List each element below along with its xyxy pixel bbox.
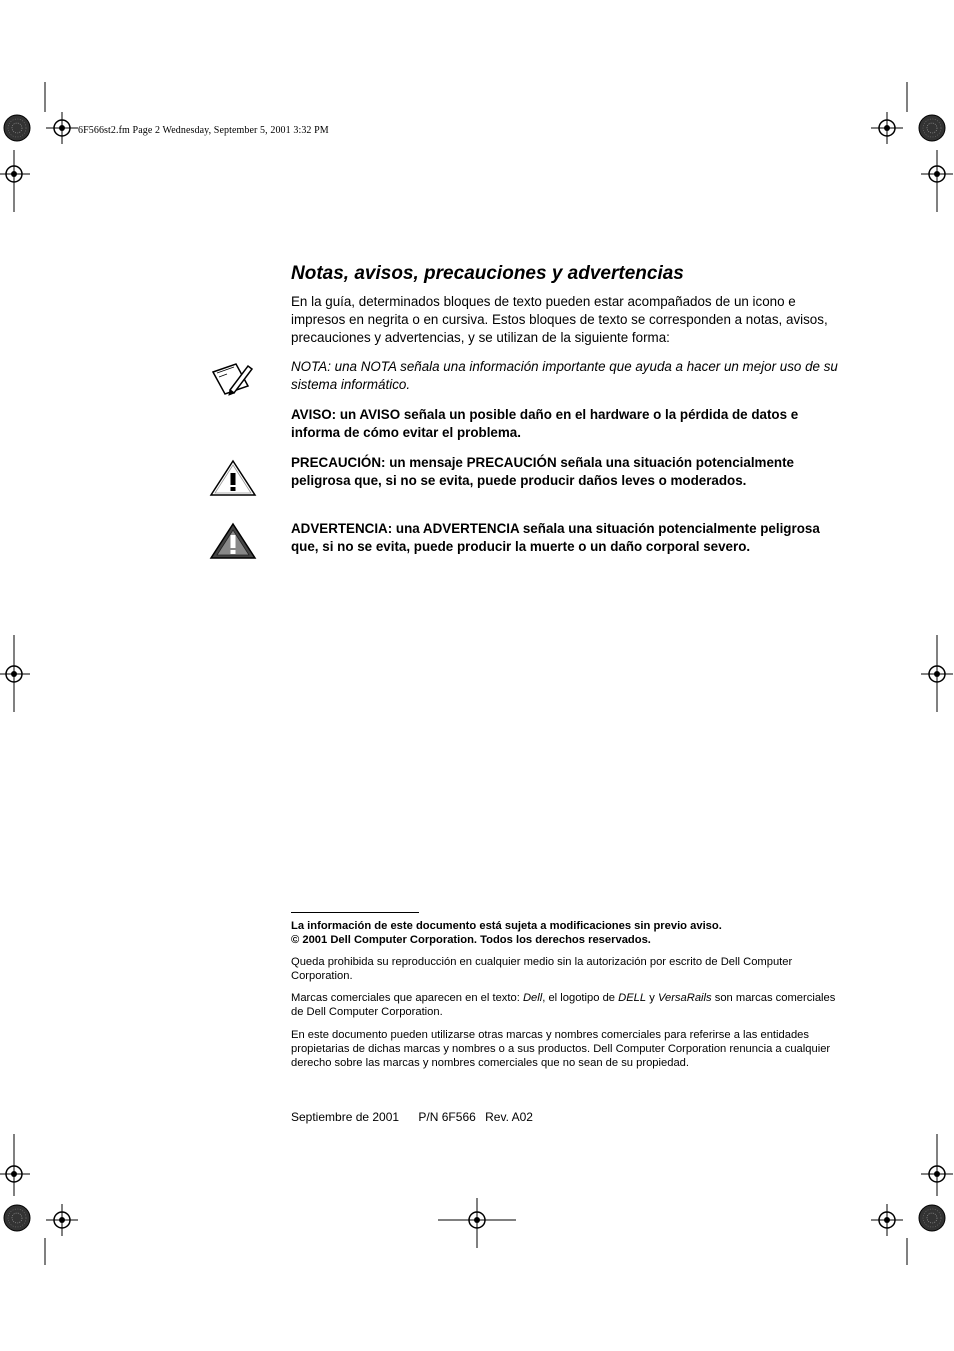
warning-text: ADVERTENCIA: una ADVERTENCIA señala una situación potencialmente peligrosa que, si no se evita, puede producir la muerte o un daño corporal severo.: [291, 521, 820, 554]
aviso-text: AVISO: un AVISO señala un posible daño en el hardware o la pérdida de datos e informa de cómo evitar el problema.: [291, 407, 799, 440]
legal-trademarks: [291, 991, 841, 1019]
legal-copyright: © 2001 Dell Computer Corporation. Todos los derechos reservados.: [291, 934, 651, 946]
revision: Rev. A02: [485, 1110, 533, 1124]
legal-other-marks: En este documento pueden utilizarse otras marcas y nombres comerciales para referirse a las entidades propietarias de dichas marcas y nombres o a sus productos. Dell Computer Corporation renuncia a cualquier derecho sobre las marcas y nombres comerciales que no sean de su propiedad.: [291, 1029, 831, 1070]
print-date: Septiembre de 2001: [291, 1110, 400, 1124]
file-info-header: 6F566st2.fm Page 2 Wednesday, September 5, 2001 3:32 PM: [78, 125, 329, 136]
warning-triangle-icon: [209, 522, 257, 560]
print-info-footer: [291, 1110, 549, 1124]
trademark-dell: Dell: [522, 992, 543, 1004]
caution-triangle-icon: [209, 459, 257, 497]
trademarks-sep2: y: [646, 992, 658, 1004]
note-pencil-icon: [210, 360, 254, 396]
trademarks-suffix: son marcas comerciales de Dell Computer Corporation.: [291, 992, 836, 1019]
note-text: NOTA: una NOTA señala una información importante que ayuda a hacer un mejor uso de su sistema informático.: [291, 359, 838, 392]
legal-reproduction: Queda prohibida su reproducción en cualquier medio sin la autorización por escrito de Dell Computer Corporation.: [291, 956, 793, 983]
legal-change-notice: La información de este documento está sujeta a modificaciones sin previo aviso.: [291, 920, 722, 932]
footnote-rule: [291, 912, 419, 913]
caution-text: PRECAUCIÓN: un mensaje PRECAUCIÓN señala una situación potencialmente peligrosa que, si no se evita, puede producir daños leves o moderados.: [291, 455, 794, 488]
trademark-dell-logo: DELL: [618, 992, 647, 1004]
part-number: P/N 6F566: [418, 1110, 476, 1124]
trademarks-sep1: , el logotipo de: [542, 992, 619, 1004]
trademarks-prefix: Marcas comerciales que aparecen en el texto:: [291, 992, 523, 1004]
section-title: Notas, avisos, precauciones y advertencias: [291, 263, 684, 284]
intro-paragraph: En la guía, determinados bloques de texto pueden estar acompañados de un icono e impresos en negrita o en cursiva. Estos bloques de texto se corresponden a notas, avisos, precauciones y advertencias, y se utilizan de la siguiente forma:: [291, 294, 828, 345]
trademark-versarails: VersaRails: [657, 992, 712, 1004]
